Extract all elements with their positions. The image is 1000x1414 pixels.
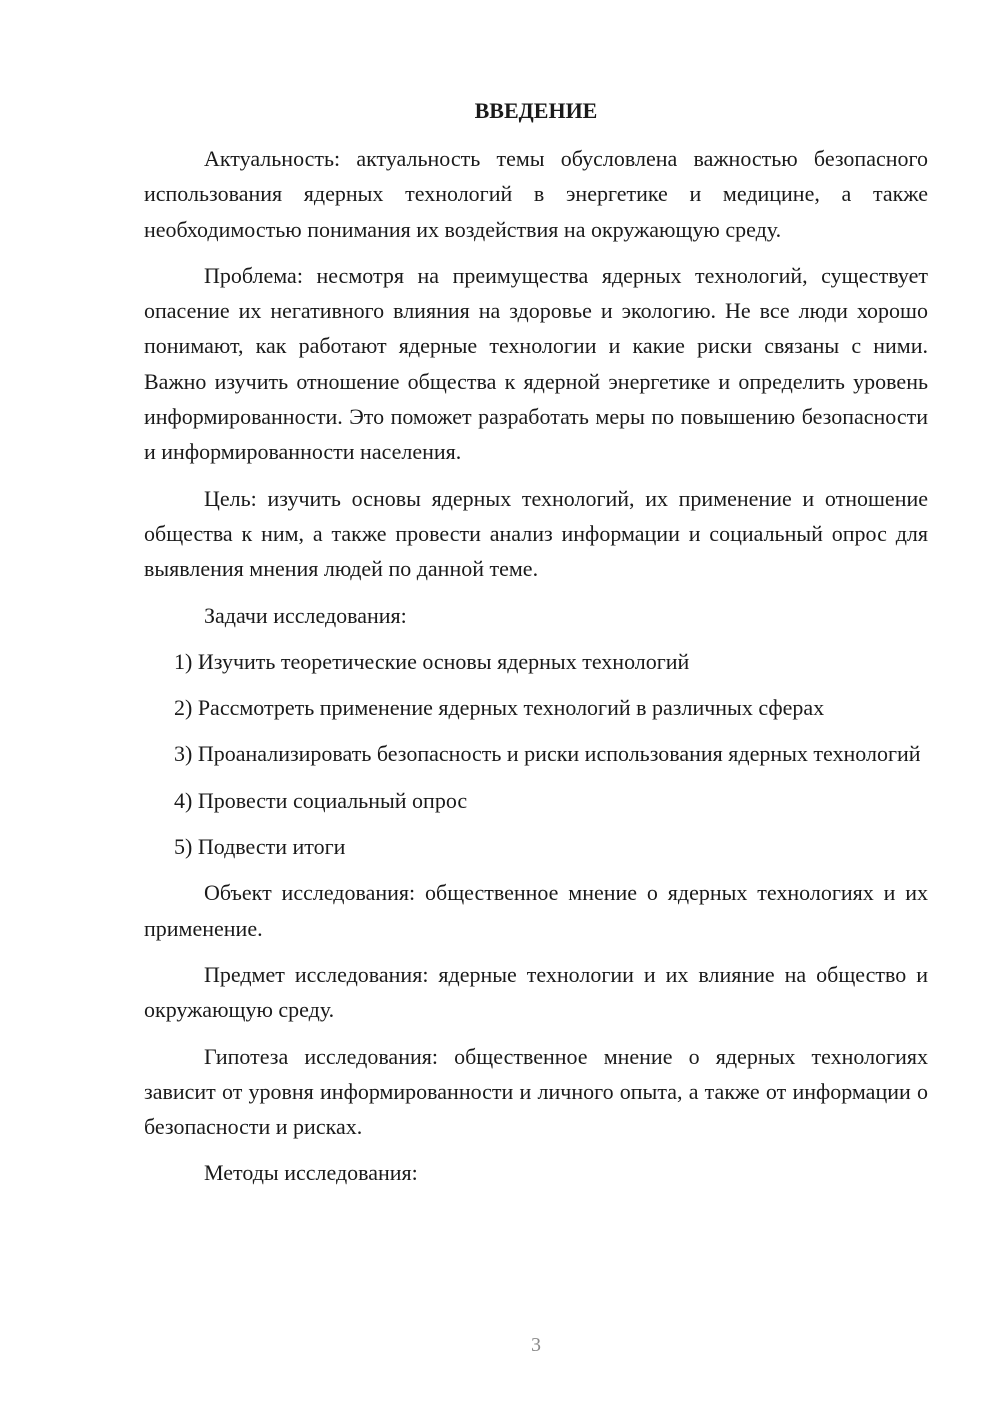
section-heading: ВВЕДЕНИЕ — [474, 98, 598, 123]
paragraph-relevance: Актуальность: актуальность темы обусловлена важностью безопасного использования ядерных технологий в энергетике и медицине, а также необходимостью понимания их воздействия на окружающую среду. — [144, 146, 928, 242]
task-item: 3) Проанализировать безопасность и риски использования ядерных технологий — [174, 741, 921, 767]
task-item: 2) Рассмотреть применение ядерных технологий в различных сферах — [174, 695, 825, 721]
paragraph-hypothesis: Гипотеза исследования: общественное мнение о ядерных технологиях зависит от уровня информированности и личного опыта, а также от информации о безопасности и рисках. — [144, 1043, 928, 1140]
paragraph-methods: Методы исследования: — [204, 1160, 418, 1186]
task-item: 5) Подвести итоги — [174, 834, 346, 860]
document-body — [144, 141, 928, 1202]
page-number: 3 — [531, 1334, 541, 1356]
paragraph-problem: Проблема: несмотря на преимущества ядерных технологий, существует опасение их негативного влияния на здоровье и экологию. Не все люди хорошо понимают, как работают ядерные технологии и какие риски связаны с ними. Важно изучить отношение общества к ядерной энергетике и определить уровень информированности. Это поможет разработать меры по повышению безопасности и информированности населения. — [144, 262, 928, 465]
paragraph-goal: Цель: изучить основы ядерных технологий, их применение и отношение общества к ним, а также провести анализ информации и социальный опрос для выявления мнения людей по данной теме. — [144, 485, 928, 582]
paragraph-object: Объект исследования: общественное мнение о ядерных технологиях и их применение. — [144, 880, 928, 941]
paragraph-subject: Предмет исследования: ядерные технологии и их влияние на общество и окружающую среду. — [144, 961, 928, 1023]
task-item: 4) Провести социальный опрос — [174, 787, 468, 813]
paragraph-tasks-intro: Задачи исследования: — [204, 602, 407, 628]
task-item: 1) Изучить теоретические основы ядерных технологий — [174, 648, 690, 674]
